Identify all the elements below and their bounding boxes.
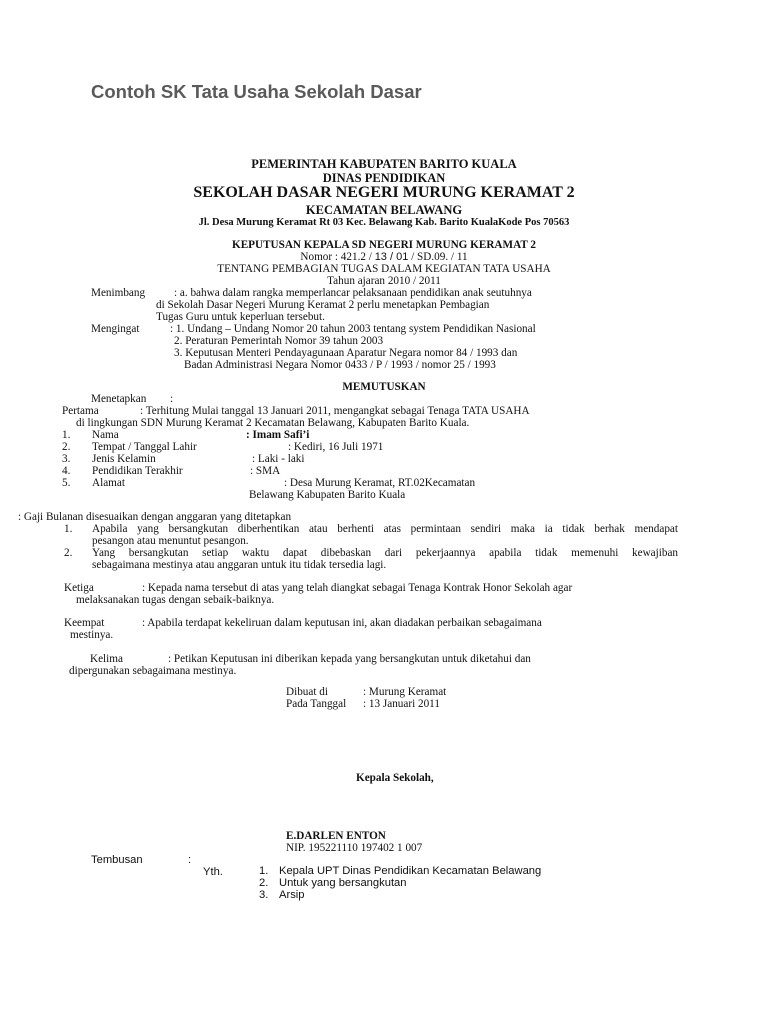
copies-item: Untuk yang bersangkutan (279, 877, 407, 889)
identity-value: : Imam Safi’i (246, 429, 310, 441)
identity-number: 5. (62, 477, 71, 489)
recalling-line: 3. Keputusan Menteri Pendayagunaan Aparatur Negara nomor 84 / 1993 dan (174, 347, 518, 359)
copies-recipient-salutation: Yth. (203, 866, 223, 878)
first-article-line: di lingkungan SDN Murung Keramat 2 Kecamatan Belawang, Kabupaten Barito Kuala. (76, 417, 470, 429)
first-article-label: Pertama (62, 405, 99, 417)
identity-label: Nama (92, 429, 119, 441)
establishing-label: Menetapkan (91, 393, 147, 405)
second-article-intro: : Gaji Bulanan disesuaikan dengan anggaran yang ditetapkan (18, 511, 292, 523)
fifth-article-label: Kelima (90, 653, 123, 665)
identity-number: 3. (62, 453, 71, 465)
third-article-line: : Kepada nama tersebut di atas yang telah diangkat sebagai Tenaga Kontrak Honor Sekolah agar (142, 582, 573, 594)
second-article-item-line: Apabila yang bersangkutan diberhentikan atau berhenti atas permintaan sendiri maka ia tidak berhak mendapat (92, 523, 678, 535)
identity-number: 4. (62, 465, 71, 477)
third-article-line: melaksanakan tugas dengan sebaik-baiknya. (76, 594, 275, 606)
first-article-line: : Terhitung Mulai tanggal 13 Januari 2011, mengangkat sebagai Tenaga TATA USAHA (140, 405, 530, 417)
second-article-item-number: 2. (64, 547, 73, 559)
identity-value: : Kediri, 16 Juli 1971 (288, 441, 384, 453)
recalling-line: : 1. Undang – Undang Nomor 20 tahun 2003 tentang system Pendidikan Nasional (170, 323, 536, 335)
decree-title: KEPUTUSAN KEPALA SD NEGERI MURUNG KERAMAT 2 (232, 239, 536, 251)
copies-item: Kepala UPT Dinas Pendidikan Kecamatan Belawang (279, 865, 542, 877)
decree-number-suffix: / SD.09. / 11 (411, 251, 468, 263)
fourth-article-line: mestinya. (70, 629, 114, 641)
letterhead-address: Jl. Desa Murung Keramat Rt 03 Kec. Belawang Kab. Barito KualaKode Pos 70563 (198, 217, 570, 228)
signing-place-value: : Murung Keramat (363, 686, 447, 698)
identity-label: Jenis Kelamin (92, 453, 156, 465)
decree-number (0, 252, 768, 263)
page-title: Contoh SK Tata Usaha Sekolah Dasar (91, 81, 422, 102)
identity-label: Alamat (92, 477, 125, 489)
recalling-line: Badan Administrasi Negara Nomor 0433 / P / 1993 / nomor 25 / 1993 (184, 359, 496, 371)
decide-heading: MEMUTUSKAN (342, 381, 426, 393)
identity-label: Tempat / Tanggal Lahir (92, 441, 197, 453)
identity-number: 1. (62, 429, 71, 441)
second-article-item-number: 1. (64, 523, 73, 535)
letterhead-government: PEMERINTAH KABUPATEN BARITO KUALA (251, 157, 517, 171)
signatory-name: E.DARLEN ENTON (286, 830, 386, 842)
fourth-article-label: Keempat (64, 617, 105, 629)
fifth-article-line: : Petikan Keputusan ini diberikan kepada yang bersangkutan untuk diketahui dan (168, 653, 531, 665)
recalling-line: 2. Peraturan Pemerintah Nomor 39 tahun 2003 (174, 335, 384, 347)
copies-item-number: 1. (259, 865, 269, 877)
second-article-item-line: Yang bersangkutan setiap waktu dapat dibebaskan dari pekerjaannya apabila tidak memenuhi kewajiban (92, 547, 678, 559)
considering-line: : a. bahwa dalam rangka memperlancar pelaksanaan pendidikan anak seutuhnya (174, 287, 532, 299)
letterhead-school-name: SEKOLAH DASAR NEGERI MURUNG KERAMAT 2 (193, 184, 575, 201)
signing-place-label: Dibuat di (286, 686, 328, 698)
copies-label: Tembusan (91, 854, 143, 866)
second-article-item-line: pesangon atau menuntut pesangon. (92, 535, 249, 547)
recalling-label: Mengingat (91, 323, 140, 335)
copies-colon: : (188, 854, 192, 866)
signing-date-label: Pada Tanggal (286, 698, 347, 710)
identity-value: : Desa Murung Keramat, RT.02Kecamatan (284, 477, 476, 489)
third-article-label: Ketiga (64, 582, 94, 594)
signatory-nip: NIP. 195221110 197402 1 007 (286, 842, 423, 854)
fourth-article-line: : Apabila terdapat kekeliruan dalam keputusan ini, akan diadakan perbaikan sebagaimana (142, 617, 542, 629)
decree-year: Tahun ajaran 2010 / 2011 (327, 275, 441, 287)
decree-number-prefix: Nomor : 421.2 / (300, 251, 372, 263)
considering-line: di Sekolah Dasar Negeri Murung Keramat 2 perlu menetapkan Pembagian (156, 299, 490, 311)
identity-value: : SMA (250, 465, 281, 477)
copies-item-number: 3. (259, 889, 269, 901)
signatory-position: Kepala Sekolah, (356, 772, 434, 784)
copies-item: Arsip (279, 889, 305, 901)
identity-value-continued: Belawang Kabupaten Barito Kuala (249, 489, 406, 501)
identity-value: : Laki - laki (252, 453, 305, 465)
letterhead-district: KECAMATAN BELAWANG (305, 203, 463, 217)
considering-label: Menimbang (91, 287, 146, 299)
letterhead-department: DINAS PENDIDIKAN (322, 171, 446, 185)
identity-number: 2. (62, 441, 71, 453)
establishing-colon: : (170, 393, 174, 405)
identity-label: Pendidikan Terakhir (92, 465, 183, 477)
decree-subject: TENTANG PEMBAGIAN TUGAS DALAM KEGIATAN TATA USAHA (217, 263, 551, 275)
signing-date-value: : 13 Januari 2011 (363, 698, 440, 710)
fifth-article-line: dipergunakan sebagaimana mestinya. (69, 665, 237, 677)
copies-item-number: 2. (259, 877, 269, 889)
second-article-item-line: sebagaimana mestinya atau anggaran untuk itu tidak tersedia lagi. (92, 559, 387, 571)
decree-number-middle: 13 / 01 (374, 251, 409, 263)
considering-line: Tugas Guru untuk keperluan tersebut. (156, 311, 325, 323)
